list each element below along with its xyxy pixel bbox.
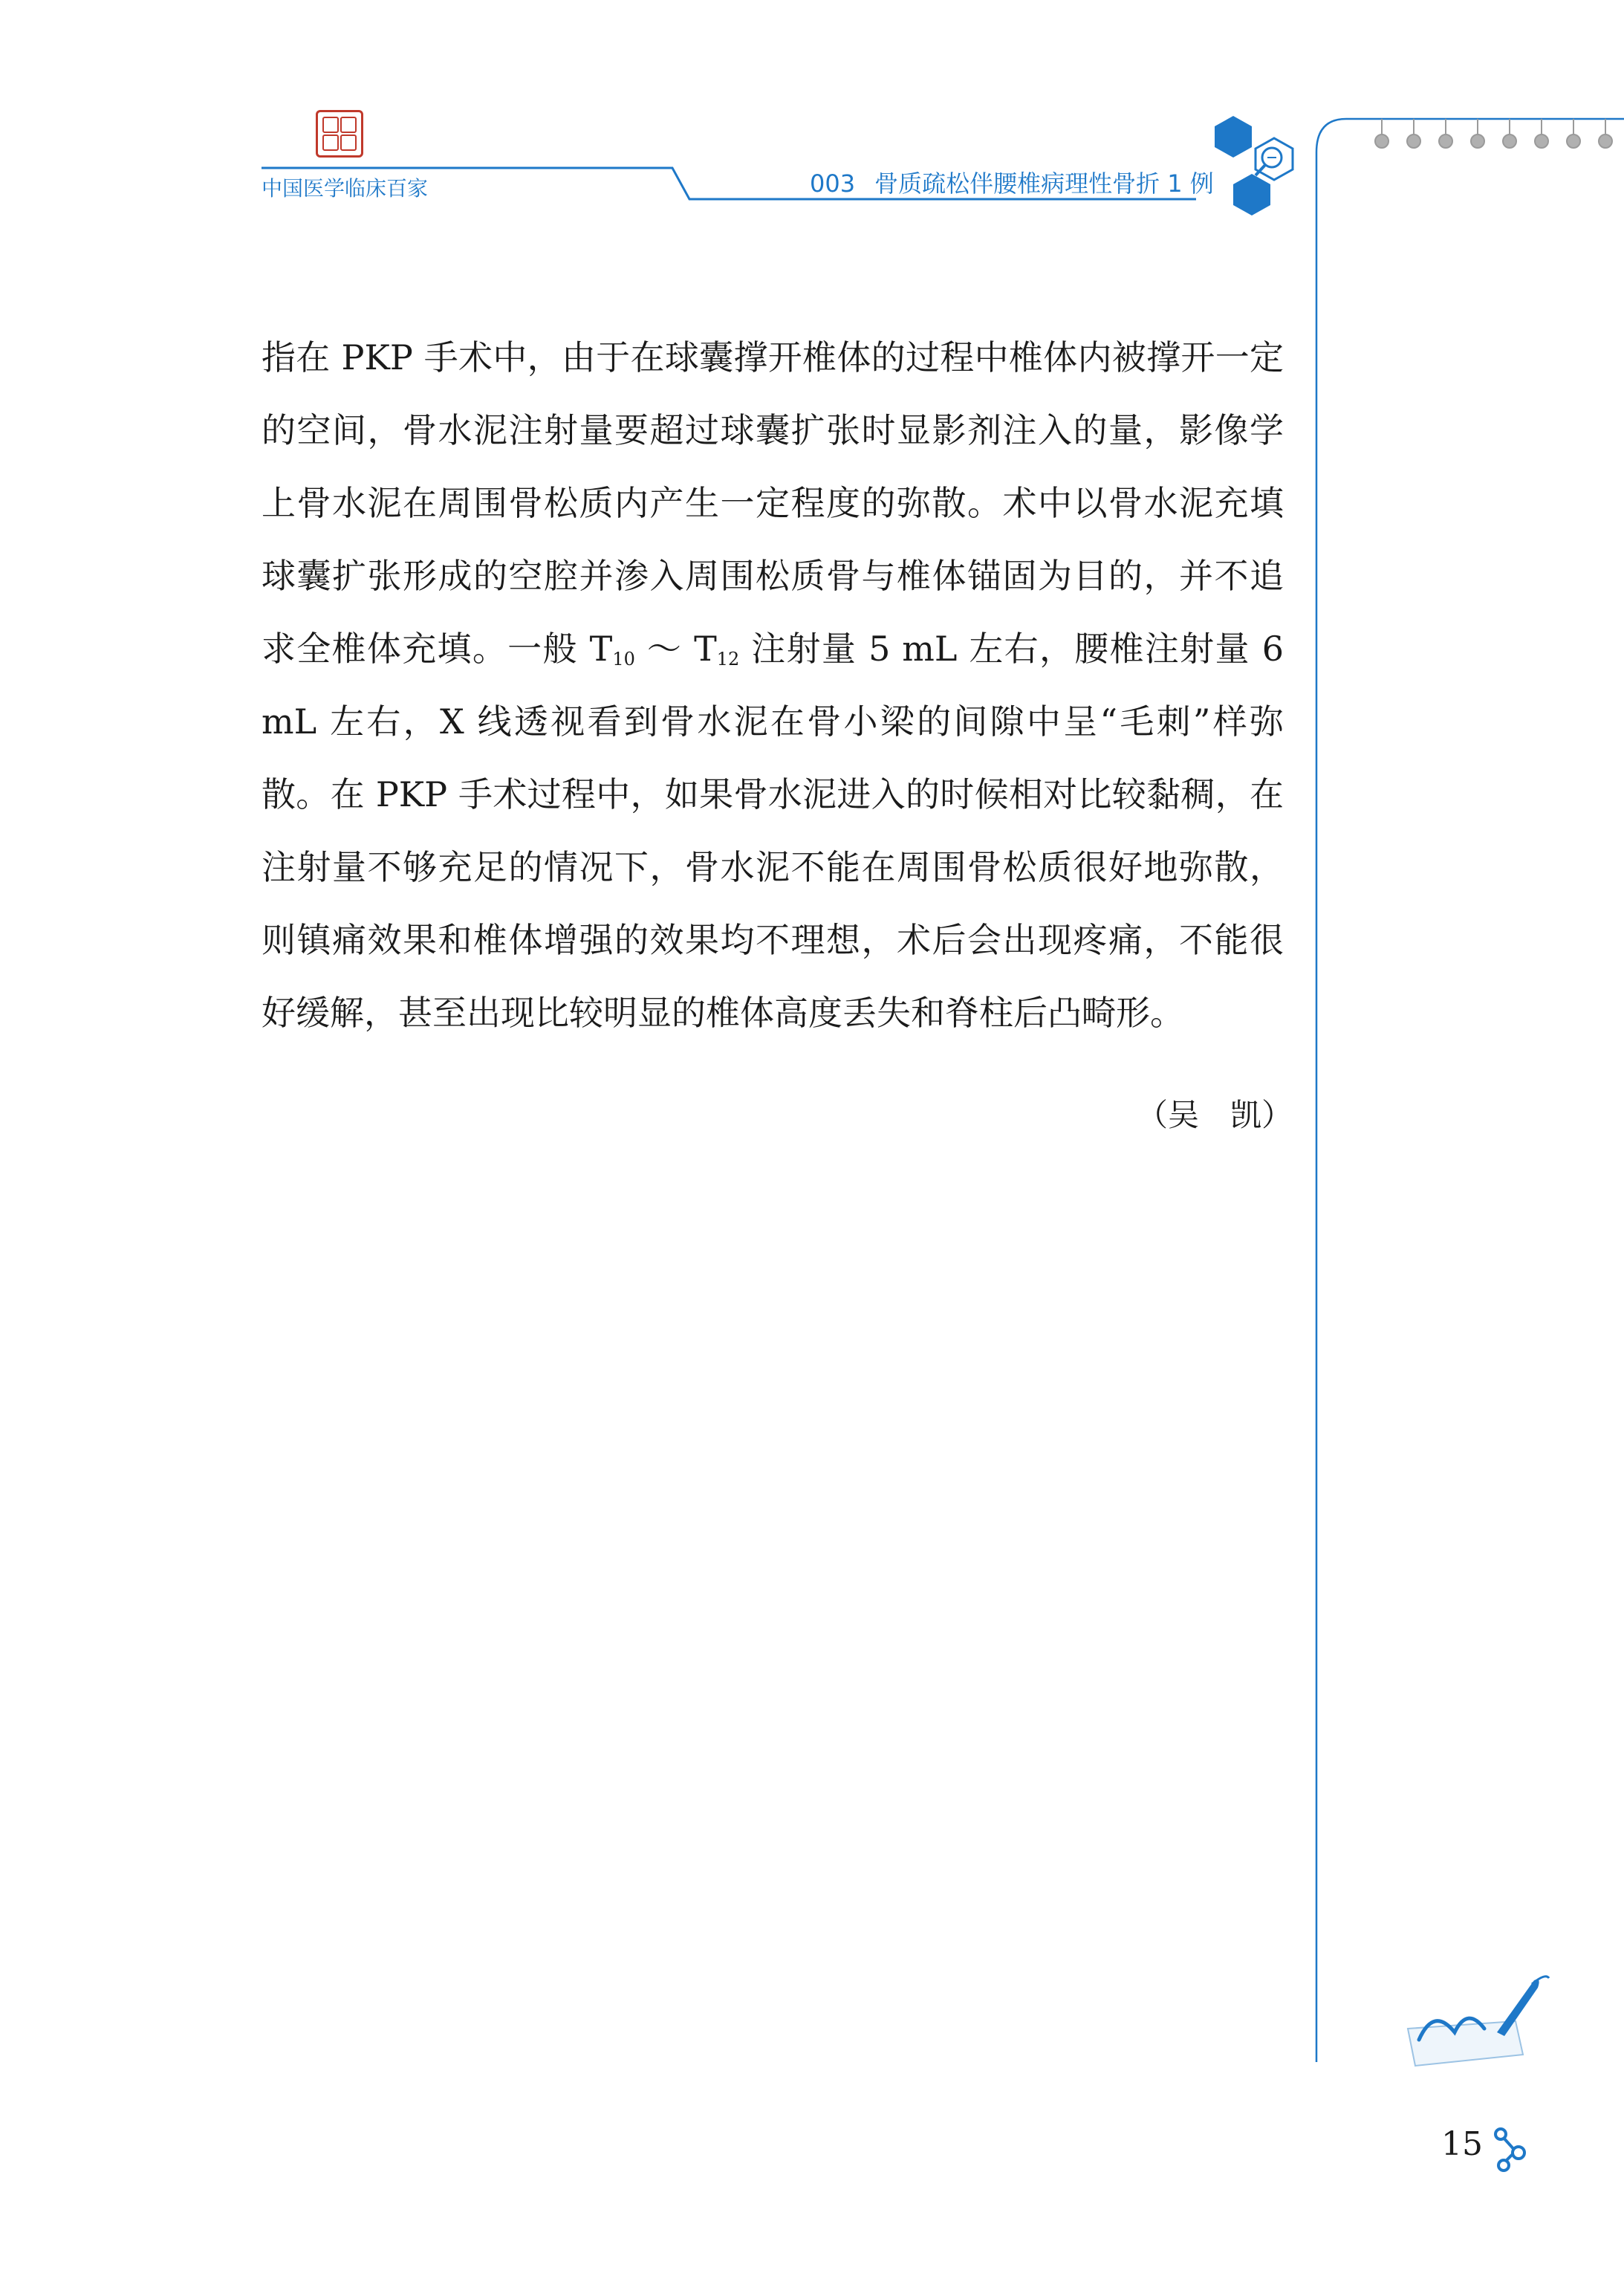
notes-margin [1316,119,1624,2062]
series-title: 中国医学临床百家 [262,176,429,201]
notes-pen-icon [1408,1977,1549,2066]
subscript-t10: 10 [612,649,635,670]
chapter-title-text: 骨质疏松伴腰椎病理性骨折 1 例 [874,169,1214,198]
chapter-number: 003 [810,169,856,198]
author-signature: （吴 凯） [1137,1097,1293,1133]
body-text-part-2: ～ T [634,629,717,669]
body-paragraph [262,321,1284,1049]
binder-rings [1375,119,1612,148]
share-nodes-icon [1495,2129,1524,2171]
body-text-part-1: 指在 PKP 手术中，由于在球囊撑开椎体的过程中椎体内被撑开一定的空间，骨水泥注射量要超过球囊扩张时显影剂注入的量，影像学上骨水泥在周围骨松质内产生一定程度的弥散。术中以骨水泥充填球囊扩张形成的空腔并渗入周围松质骨与椎体锚固为目的，并不追求全椎体充填。一般 T [262,337,1284,669]
page-number: 15 [1441,2125,1483,2163]
header-rule [262,168,1196,199]
subscript-t12: 12 [716,649,740,670]
hexagon-magnifier-icon [1215,116,1293,215]
body-text-part-3: 注射量 5 mL 左右，腰椎注射量 6 mL 左右，X 线透视看到骨水泥在骨小梁的间隙中呈“毛刺”样弥散。在 PKP 手术过程中，如果骨水泥进入的时候相对比较黏稠，在注射量不够充足的情况下，骨水泥不能在周围骨松质很好地弥散，则镇痛效果和椎体增强的效果均不理想，术后会出现疼痛，不能很好缓解，甚至出现比较明显的椎体高度丢失和脊柱后凸畸形。 [262,629,1284,1033]
